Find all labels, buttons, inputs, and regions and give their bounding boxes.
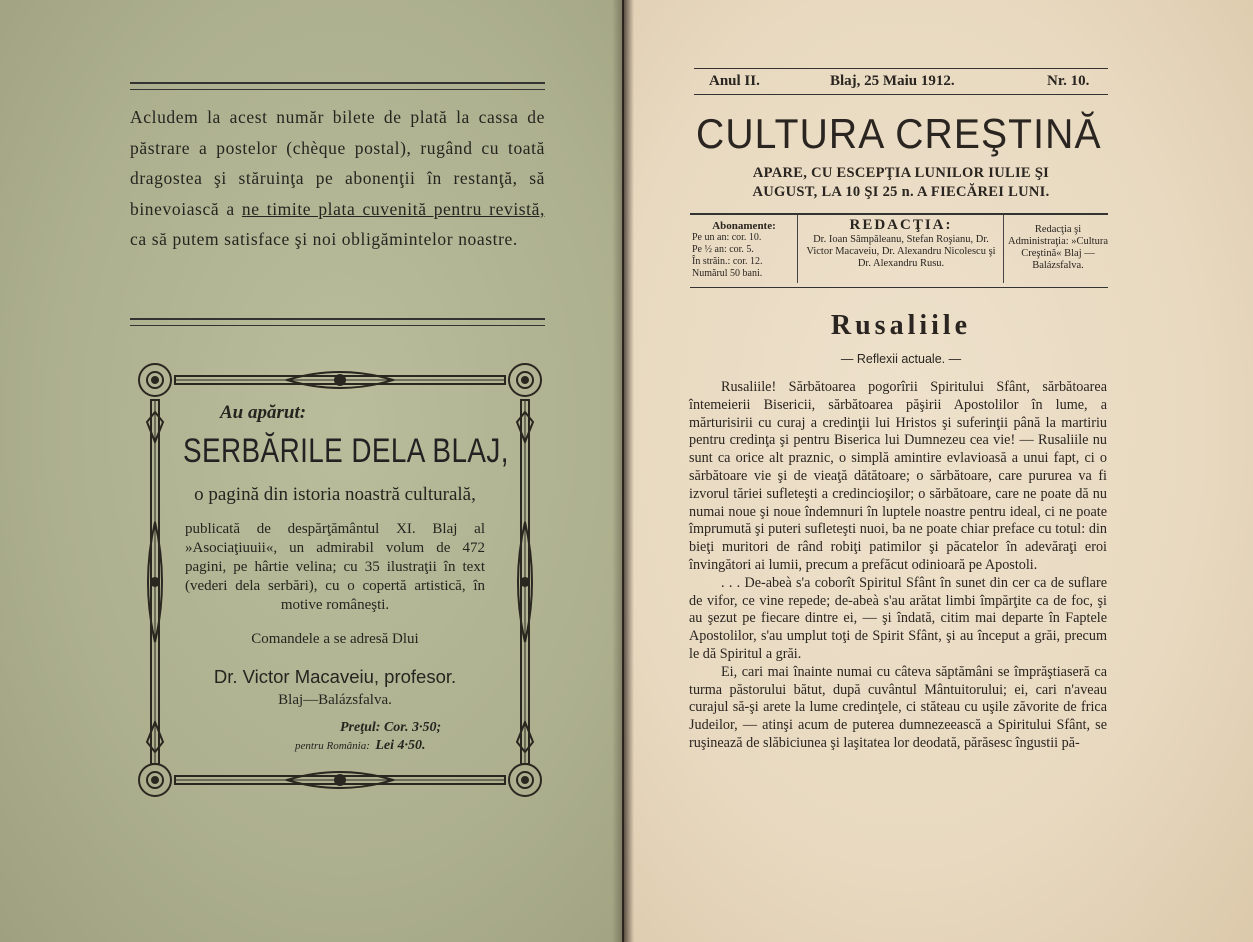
advert-title: SERBĂRILE DELA BLAJ, [183, 432, 509, 470]
info-box-divider [1003, 215, 1004, 283]
article-paragraph: . . . De-abeà s'a coborît Spiritul Sfânt în sunet din cer ca de suflare de vifor, ce vine repede; de-abeà s'au arătat limbi împărţite ca de foc, şi au şezut pe fiecare dintre ei, — şi îndată, citim mai departe în Faptele Apostolilor, s'au umplut toţi de Spirit Sfânt, şi au început a grăi, precum le dă Spiritul a grăi. [689, 574, 1107, 662]
advert-orders: Comandele a se adresă Dlui [251, 631, 419, 647]
article-paragraph: Ei, cari mai înainte numai cu câteva săptămâni se împrăştiaseră ca turma păstorului bătut, după cuvântul Mântuitorului; ei, cari n'aveau curajul să-şi arete la lume credinţele, ci stăteau cu uşile zăvorite de frica Judeilor, — atinşi acum de puterea dumnezeească a Spiritului Sfânt, se ruşinează de slăbiciunea şi laşitatea lor deodată, părăsesc îngustii pă- [689, 663, 1107, 751]
subscriptions-heading: Abonamente: [712, 220, 776, 232]
header-top-rule [694, 68, 1108, 69]
advert-price-romania [295, 738, 426, 754]
issue-date: Blaj, 25 Maiu 1912. [830, 73, 955, 89]
tagline-line-2: AUGUST, LA 10 ŞI 25 n. A FIECĂREI LUNI. [752, 184, 1050, 200]
header-bottom-rule [694, 94, 1108, 95]
book-gutter [612, 0, 634, 942]
subscriptions [692, 220, 796, 280]
notice-text: Acludem la acest număr bilete de plată la cassa de păstrare a postelor (chèque postal), rugând cu toată dragostea şi stăruinţa pe abonenţii în restanţă, să binevoiască a [130, 107, 545, 219]
info-box-divider [797, 215, 798, 283]
subscription-line: În străin.: cor. 12. [692, 256, 763, 267]
advert-appeared: Au apărut: [220, 402, 307, 423]
article-body [689, 379, 1107, 753]
top-double-rule [130, 82, 545, 90]
article-title: Rusaliile [830, 310, 972, 341]
advert-price: Preţul: Cor. 3·50; [340, 720, 442, 735]
middle-double-rule [130, 318, 545, 326]
masthead: CULTURA CREŞTINĂ [696, 110, 1102, 157]
editorial-heading: REDACŢIA: [849, 217, 953, 233]
article-paragraph: Rusaliile! Sărbătoarea pogorîrii Spiritului Sfânt, sărbătoarea întemeierii Bisericii, sărbătoarea păşirii Apostolilor în lume, a mărturisirii cu curaj a credinţii lui Hristos şi suferinţii până la martiriu pentru credinţa şi pentru Biserica lui Dumnezeu cea vie! — Rusaliile nu sunt ca orice alt praznic, o simplă amintire evlavioasă a unui fapt, ci o sărbătoare vie şi de vieaţă dătătoare; o sărbătoare, care pururea va fi izvorul tăriei sufleteşti a credincioşilor; o sărbătoare, care ne poate dă nu numai noue şi noue îndemnuri în luptele noastre pentru ideal, ci ne poate împrumută şi puteri sufleteşti nuoi, ba ne poate chiar preface cu totul: din bieţi muritori de rând robiţi patimilor şi păcatelor în adevăraţi eroi învingători ai lumii, precum a prefăcut odinioară pe Apostoli. [689, 379, 1107, 573]
tagline [694, 164, 1108, 202]
issue-year: Anul II. [709, 73, 760, 89]
editorial-members: Dr. Ioan Sâmpăleanu, Stefan Roşianu, Dr. Victor Macaveiu, Dr. Alexandru Nicolescu şi Dr. Alexandru Rusu. [806, 234, 996, 269]
subscription-line: Numărul 50 bani. [692, 268, 763, 279]
administration: Redacţia şi Administraţia: »Cultura Creştină« Blaj — Balázsfalva. [1007, 224, 1109, 271]
tagline-line-1: APARE, CU ESCEPŢIA LUNILOR IULIE ŞI [752, 165, 1050, 181]
advert-description: publicată de despărţământul XI. Blaj al »Asociaţiuuii«, un admirabil volum de 472 pagini, pe hârtie velina; cu 35 ilustraţii în text (vederi dela serbări), cu o copertă artistică, în motive româneşti. [185, 521, 485, 613]
editorial-board [800, 218, 1002, 270]
price-romania-value: Lei 4·50. [375, 738, 426, 753]
price-romania-label: pentru România: [295, 740, 370, 752]
subscription-line: Pe un an: cor. 10. [692, 232, 762, 243]
notice-underlined: ne timite plata cuvenită pentru revistă, [241, 198, 545, 219]
advert-subtitle: o pagină din istoria noastră culturală, [194, 484, 476, 505]
subscription-line: Pe ½ an: cor. 5. [692, 244, 754, 255]
notice-text-end: ca să putem satisface şi noi obligămintelor noastre. [130, 229, 518, 249]
payment-notice [130, 102, 545, 255]
issue-number: Nr. 10. [1047, 73, 1090, 89]
article-subtitle: — Reflexii actuale. — [840, 352, 962, 366]
advert-contact-place: Blaj—Balázsfalva. [278, 692, 392, 708]
advert-contact-name: Dr. Victor Macaveiu, profesor. [213, 666, 457, 687]
